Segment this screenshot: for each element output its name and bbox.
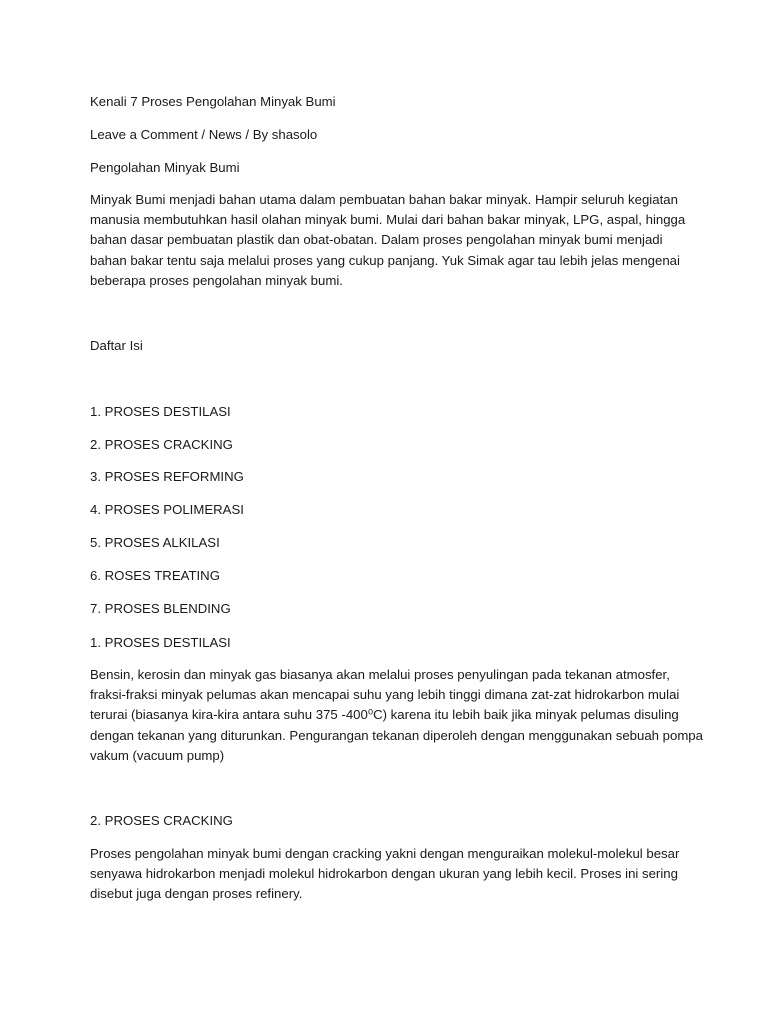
- toc-item-5: 5. PROSES ALKILASI: [90, 535, 220, 550]
- paragraph-line: fraksi-fraksi minyak pelumas akan mencapai suhu yang lebih tinggi dimana zat-zat hidrokarbon mulai: [90, 687, 680, 703]
- page-title: Kenali 7 Proses Pengolahan Minyak Bumi: [90, 94, 336, 109]
- post-meta: Leave a Comment / News / By shasolo: [90, 127, 318, 142]
- intro-line: bahan bakar tentu saja melalui proses yang cukup panjang. Yuk Simak agar tau lebih jelas mengenai: [90, 252, 680, 268]
- section-heading-cracking: 2. PROSES CRACKING: [90, 813, 233, 828]
- toc-heading: Daftar Isi: [90, 338, 143, 353]
- paragraph-line: dengan tekanan yang diturunkan. Pengurangan tekanan diperoleh dengan menggunakan sebuah pompa: [90, 727, 703, 743]
- intro-paragraph: [90, 190, 690, 291]
- paragraph-line: senyawa hidrokarbon menjadi molekul hidrokarbon dengan ukuran yang lebih kecil. Proses ini sering: [90, 866, 678, 882]
- paragraph-destilasi: [90, 665, 703, 766]
- paragraph-line: terurai (biasanya kira-kira antara suhu 375 -400⁰C) karena itu lebih baik jika minyak pelumas disuling: [90, 707, 679, 723]
- intro-line: bahan dasar pembuatan plastik dan obat-obatan. Dalam proses pengolahan minyak bumi menjadi: [90, 232, 663, 248]
- paragraph-cracking: [90, 844, 690, 905]
- paragraph-line: vakum (vacuum pump): [90, 747, 225, 763]
- paragraph-line: Proses pengolahan minyak bumi dengan cracking yakni dengan menguraikan molekul-molekul besar: [90, 846, 680, 861]
- intro-line: Minyak Bumi menjadi bahan utama dalam pembuatan bahan bakar minyak. Hampir seluruh kegiatan: [90, 192, 678, 207]
- section-heading-destilasi: 1. PROSES DESTILASI: [90, 635, 231, 650]
- paragraph-line: disebut juga dengan proses refinery.: [90, 886, 303, 902]
- toc-item-1: 1. PROSES DESTILASI: [90, 404, 231, 419]
- toc-item-2: 2. PROSES CRACKING: [90, 437, 233, 452]
- toc-item-3: 3. PROSES REFORMING: [90, 469, 244, 484]
- toc-item-7: 7. PROSES BLENDING: [90, 601, 231, 616]
- toc-item-4: 4. PROSES POLIMERASI: [90, 502, 244, 517]
- paragraph-line: Bensin, kerosin dan minyak gas biasanya akan melalui proses penyulingan pada tekanan atmosfer,: [90, 667, 670, 682]
- section-subtitle: Pengolahan Minyak Bumi: [90, 160, 240, 175]
- toc-item-6: 6. ROSES TREATING: [90, 568, 220, 583]
- intro-line: manusia membutuhkan hasil olahan minyak bumi. Mulai dari bahan bakar minyak, LPG, aspal, hingga: [90, 212, 686, 228]
- intro-line: beberapa proses pengolahan minyak bumi.: [90, 272, 343, 288]
